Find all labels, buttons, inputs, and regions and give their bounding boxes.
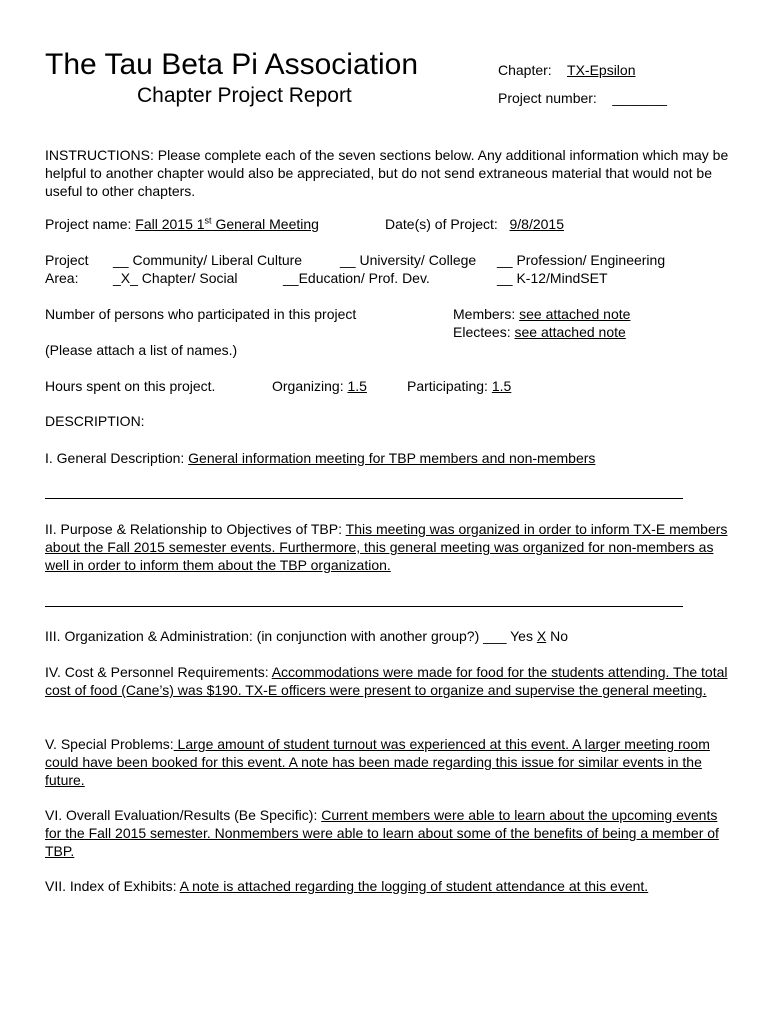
cost-label: IV. Cost & Personnel Requirements:	[45, 664, 272, 680]
general-description-value: General information meeting for TBP members and non-members	[188, 450, 596, 466]
description-heading: DESCRIPTION:	[45, 413, 145, 429]
project-number-field	[498, 90, 667, 106]
participants-label: Number of persons who participated in this project	[45, 306, 357, 322]
members-field	[453, 306, 630, 322]
evaluation-value: Current members were able to learn about the upcoming events for the Fall 2015 semester. Nonmembers were able to learn about some of the benefits of being a member of TBP.	[45, 807, 719, 859]
area-label-line2: Area:	[45, 270, 79, 286]
blank-line-2	[45, 606, 683, 607]
area-option-profession: __ Profession/ Engineering	[497, 252, 666, 268]
evaluation-section	[45, 806, 735, 860]
organization-label: III. Organization & Administration: (in conjunction with another group?) ___ Yes	[45, 628, 537, 644]
hours-label: Hours spent on this project.	[45, 378, 216, 394]
electees-field	[453, 324, 626, 340]
organization-value: X	[536, 628, 547, 644]
members-label: Members:	[453, 306, 516, 322]
project-name-field	[45, 216, 319, 232]
area-option-chapter-social: _X_ Chapter/ Social	[113, 270, 238, 286]
exhibits-section	[45, 877, 735, 895]
chapter-label: Chapter:	[498, 62, 552, 78]
purpose-label: II. Purpose & Relationship to Objectives of TBP:	[45, 521, 346, 537]
area-option-k12: __ K-12/MindSET	[497, 270, 608, 286]
project-number-label: Project number:	[498, 90, 597, 106]
attach-names-note: (Please attach a list of names.)	[45, 342, 238, 358]
report-title: The Tau Beta Pi Association	[45, 48, 419, 81]
purpose-section	[45, 520, 735, 574]
blank-line-1	[45, 498, 683, 499]
exhibits-label: VII. Index of Exhibits:	[45, 878, 180, 894]
project-number-value: _______	[612, 90, 667, 106]
project-date-label: Date(s) of Project:	[385, 216, 498, 232]
general-description-label: I. General Description:	[45, 450, 189, 466]
members-value: see attached note	[519, 306, 631, 322]
instructions-text: INSTRUCTIONS: Please complete each of the seven sections below. Any additional information which may be helpful to another chapter would also be appreciated, but do not send extraneous material that would not be useful to other chapters.	[45, 147, 729, 199]
evaluation-label: VI. Overall Evaluation/Results (Be Specific):	[45, 807, 322, 823]
cost-section	[45, 663, 735, 699]
area-option-university: __ University/ College	[340, 252, 477, 268]
cost-value: Accommodations were made for food for the students attending. The total cost of food (Cane’s) was $190. TX-E officers were present to organize and supervise the general meeting.	[45, 664, 728, 698]
participating-label: Participating:	[407, 378, 488, 394]
area-option-education: __Education/ Prof. Dev.	[283, 270, 430, 286]
chapter-field	[498, 62, 635, 78]
electees-label: Electees:	[453, 324, 511, 340]
general-description	[45, 450, 595, 466]
project-date-field	[385, 216, 564, 232]
purpose-value: This meeting was organized in order to inform TX-E members about the Fall 2015 semester events. Furthermore, this general meeting was organized for non-members as well in order to inform them about the TBP organization.	[45, 521, 728, 573]
organizing-field	[272, 378, 367, 394]
organizing-value: 1.5	[347, 378, 367, 394]
organizing-label: Organizing:	[272, 378, 344, 394]
problems-label: V. Special Problems:	[45, 736, 174, 752]
project-date-value: 9/8/2015	[509, 216, 564, 232]
participating-field	[407, 378, 511, 394]
exhibits-value: A note is attached regarding the logging of student attendance at this event.	[179, 878, 649, 894]
organization-no: No	[546, 628, 568, 644]
chapter-value: TX-Epsilon	[567, 62, 636, 78]
problems-value: Large amount of student turnout was experienced at this event. A larger meeting room could have been booked for this event. A note has been made regarding this issue for similar events in the future.	[45, 736, 710, 788]
participating-value: 1.5	[491, 378, 512, 394]
report-subtitle: Chapter Project Report	[137, 84, 352, 107]
project-name-value: Fall 2015 1st General Meeting	[135, 215, 319, 232]
organization-section	[45, 628, 568, 644]
area-option-community: __ Community/ Liberal Culture	[113, 252, 303, 268]
project-name-label: Project name:	[45, 216, 132, 232]
area-label-line1: Project	[45, 252, 89, 268]
electees-value: see attached note	[514, 324, 626, 340]
problems-section	[45, 735, 735, 789]
